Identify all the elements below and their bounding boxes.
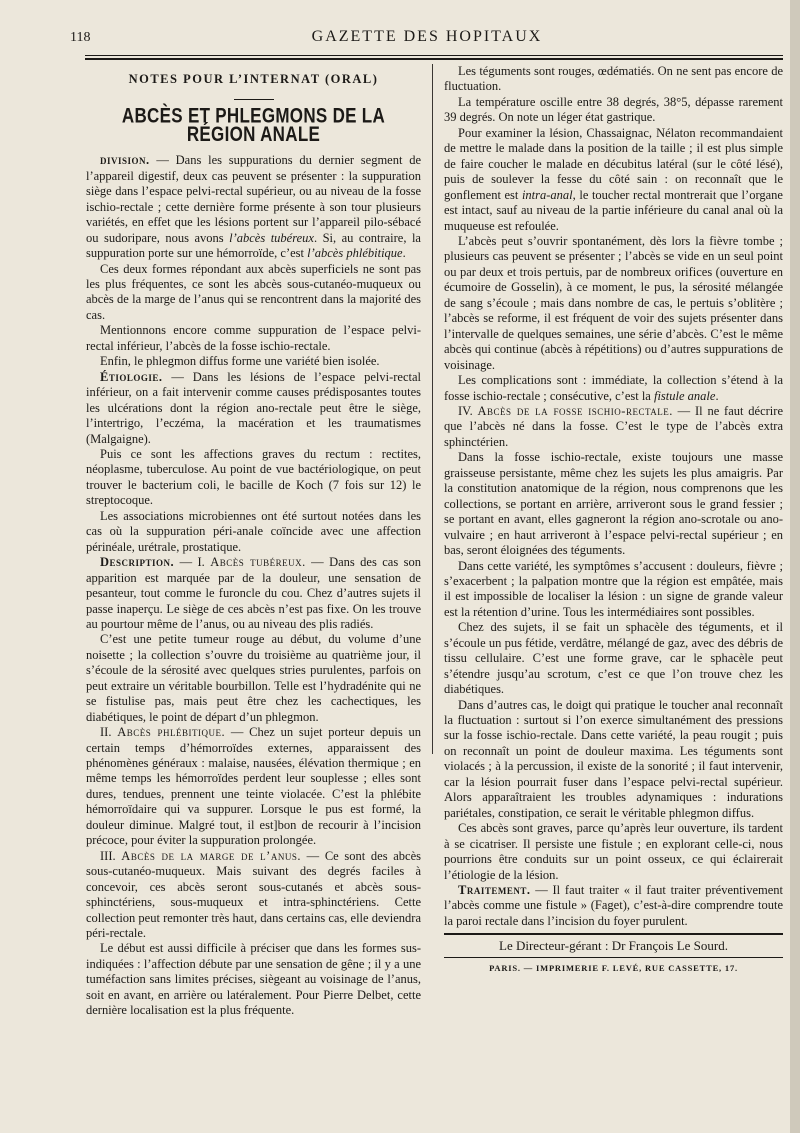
paragraph-ouvrir: L’abcès peut s’ouvrir spontanément, dès lors la fièvre tombe ; plusieurs cas peuvent se présenter ; l’abcès se vide en un seul point ou par deux et trois pertuis, par de nombreux orifices (ouverture en écumoire de Gosselin), à ce moment, le pus, la sérosité mélangée de sang s’écoule ; mais dans nombre de cas, le pertuis s’oblitère ; l’abcès se reforme, il est fréquent de voir des sujets présenter dans l’intervalle de quelques semaines, une série d’abcès. C’est le même abcès qui continue (abcès à répétitions) ou d’autres suppurations de voisinage.	[444, 233, 783, 372]
paragraph-sujets: Chez des sujets, il se fait un sphacèle des téguments, et il s’écoule un pus fétide, verdâtre, mélangé de gaz, avec des débris de tissu cellulaire. C’est une forme grave, car le sphacèle peut s’étendre jusqu’au scrotum, c’est ce que l’on trouve chez les diabétiques.	[444, 620, 783, 697]
paragraph-examiner: Pour examiner la lésion, Chassaignac, Nélaton recommandaient de mettre le malade dans la position de la taille ; il est plus simple de faire coucher le malade en décubitus latéral (sur le côté lésé), puis de soulever la fesse du côté sain : on reconnaît que le gonflement est intra-anal, le toucher rectal montrerait que l’organe est intact, sauf au niveau de la partie inférieure du canal anal où la muqueuse est refoulée.	[444, 125, 783, 233]
run-in-description: Description.	[100, 555, 175, 570]
title-rule	[234, 99, 274, 100]
paragraph-etiologie: Étiologie. — Dans les lésions de l’espace pelvi-rectal inférieur, on a fait intervenir comme causes prédisposantes toutes les ulcérations dont la région ano-rectale peut être le siège, l’intertrigo, l’eczéma, la macération et les traumatismes (Malgaigne).	[86, 369, 421, 446]
left-column	[86, 64, 421, 1019]
paragraph-tumeur: C’est une petite tumeur rouge au début, du volume d’une noisette ; la collection s’ouvre du troisième au quatrième jour, il s’écoule de la sérosité avec quelques stries purulentes, parfois on peut extraire un véritable bourbillon. Telle est l’hydradénite qui ne se fistulise pas, mais peut être chez les cachectiques, les diabétiques, le point de départ d’un phlegmon.	[86, 632, 421, 724]
page-number: 118	[70, 30, 91, 45]
paragraph-division: division. — Dans les suppurations du dernier segment de l’appareil digestif, deux cas peuvent se présenter : la suppuration siège dans l’espace pelvi-rectal supérieur, ou au niveau de la fosse ischio-rectale ; cette dernière forme présente à son tour plusieurs variétés, en effet que les lésions portent sur l’appareil pilo-sébacé ou sudoripare, nous avons l’abcès tubéreux. Si, au contraire, la suppuration porte sur une hémorroïde, c’est l’abcès phlébitique.	[86, 153, 421, 261]
paragraph-doigt: Dans d’autres cas, le doigt qui pratique le toucher anal reconnaît la fluctuation : surtout si l’on exerce simultanément des pressions sur la fosse ischio-rectale. Dans cette variété, la peau rougit ; puis on reconnaît un point de douleur maxima. Les téguments sont violacés ; à la percussion, il existe de la sonorité ; il faut intervenir, car la lésion pourrait fuser dans l’espace pelvi-rectal supérieur. Alors apparaîtraient les troubles adynamiques : indurations pariétales, constipation, ce serait le véritable phlegmon diffus.	[444, 697, 783, 820]
paragraph-graves: Ces abcès sont graves, parce qu’après leur ouverture, ils tardent à se cicatriser. Il persiste une fistule ; en explorant celle-ci, nous pourrions être conduits sur un point osseux, ce qui éclairerait l’étiologie de la lésion.	[444, 821, 783, 882]
paragraph-ischio: IV. Abcès de la fosse ischio-rectale. — Il ne faut décrire que l’abcès né dans la fosse. C’est le type de l’abcès extra sphinctérien.	[444, 403, 783, 449]
paragraph-phlebitique: II. Abcès phlébitique. — Chez un sujet porteur depuis un certain temps d’hémorroïdes externes, apparaissent des phénomènes généraux : malaise, nausées, élévation thermique ; en même temps les hémorroïdes perdent leur souplesse ; elles sont dures, tendues, prennent une teinte violacée. C’est la phlébite hémorroïdaire qui va suppurer. Lorsque le pus est formé, la douleur diminue. Malgré tout, il est]bon de recourir à l’incision précoce, pour éviter la suppuration prolongée.	[86, 725, 421, 848]
paragraph-affections: Puis ce sont les affections graves du rectum : rectites, néoplasme, tuberculose. Au point de vue bactériologique, on peut trouver le bacterium coli, le bacille de Koch (7 fois sur 12) le streptocoque.	[86, 446, 421, 508]
journal-title: GAZETTE DES HOPITAUX	[311, 28, 543, 45]
header-rule-thin	[85, 55, 783, 56]
paragraph-enfin: Enfin, le phlegmon diffus forme une variété bien isolée.	[100, 354, 380, 369]
subhead-abces-marge: Abcès de la marge de l’anus.	[121, 848, 301, 863]
paragraph-teguments: Les téguments sont rouges, œdématiés. On ne sent pas encore de fluctuation.	[444, 64, 783, 94]
column-divider	[432, 64, 433, 754]
paragraph-variete: Dans cette variété, les symptômes s’accusent : douleurs, fièvre ; s’exacerbent ; la palpation montre que la région est empâtée, mais il est impossible de localiser la lésion : un signe de grande valeur est la rétention d’urine. Tous les intermédiaires sont possibles.	[444, 558, 783, 619]
footer-block	[444, 933, 783, 976]
paragraph-complications: Les complications sont : immédiate, la collection s’étend à la fosse ischio-rectale ; consécutive, c’est la fistule anale.	[444, 373, 783, 403]
paragraph-associations: Les associations microbiennes ont été surtout notées dans les cas où la suppuration péri-anale coïncide avec une affection périnéale, urétrale, prostatique.	[86, 508, 421, 554]
paragraph-temperature: La température oscille entre 38 degrés, 38°5, dépasse rarement 39 degrés. On note un léger état gastrique.	[444, 94, 783, 125]
paragraph-mentionnons: Mentionnons encore comme suppuration de l’espace pelvi-rectal inférieur, l’abcès de la fosse ischio-rectale.	[86, 323, 421, 353]
run-in-etiologie: Étiologie.	[100, 369, 163, 384]
footer-rule-bottom	[444, 957, 783, 958]
article-title: ABCÈS ET PHLEGMONS DE LA RÉGION ANALE	[121, 104, 386, 148]
page-edge	[790, 0, 800, 1133]
run-in-traitement: Traitement.	[458, 883, 531, 898]
paragraph-fosse: Dans la fosse ischio-rectale, existe toujours une masse graisseuse persistante, même chez les sujets les plus amaigris. Par la constitution anatomique de la région, nous comprenons que les collections, se portant en arrière, arriveront sous le grand fessier ; se portant en avant, elles gagneront la région ano-scrotale ou ano-vulvaire ; en haut arriveront à l’espace pelvi-rectal supérieur ; en bas, seront éloignées des téguments.	[444, 450, 783, 558]
subhead-abces-tubereux: Abcès tubéreux.	[210, 555, 306, 570]
paragraph-traitement: Traitement. — Il faut traiter « il faut traiter préventivement l’abcès comme une fistule » (Faget), c’est-à-dire comprendre toute la paroi rectale dans l’incision du foyer purulent.	[444, 883, 783, 928]
director-line: Le Directeur-gérant : Dr François Le Sourd.	[499, 938, 728, 954]
running-head	[70, 28, 784, 48]
paragraph-description: Description. — I. Abcès tubéreux. — Dans des cas son apparition est marquée par de la douleur, une sensation de pesanteur, tout comme le furoncle du cou. Chez d’autres sujets il passe inaperçu. Le siège de ces abcès n’est pas fixe. On les trouve au pourtour même de l’anus, ou au niveau des plis radiés.	[86, 555, 421, 631]
right-column	[444, 64, 783, 976]
section-label: NOTES POUR L’INTERNAT (ORAL)	[128, 72, 379, 86]
header-rule-thick	[85, 58, 783, 60]
printer-line: PARIS. — IMPRIMERIE F. LEVÉ, RUE CASSETTE, 17.	[489, 962, 738, 973]
run-in-division: division.	[100, 153, 150, 168]
subhead-abces-ischio: Abcès de la fosse ischio-rectale.	[477, 403, 673, 418]
subhead-abces-phlebitique: Abcès phlébitique.	[117, 725, 226, 740]
paragraph-marge: III. Abcès de la marge de l’anus. — Ce sont des abcès sous-cutanéo-muqueux. Mais suivant des degrés faciles à concevoir, ces abcès seront sous-cutanés et abcès sous-sphinctériens, sous-muqueux et intra-sphinctériens. Cette collection peut remonter très haut, dans certains cas, elle deviendra péri-rectale.	[86, 848, 421, 941]
paragraph-superficiels: Ces deux formes répondant aux abcès superficiels ne sont pas les plus fréquentes, ce sont les abcès sous-cutanéo-muqueux ou abcès de la marge de l’anus qui se rencontrent dans la majorité des cas.	[86, 261, 421, 322]
paragraph-debut: Le début est aussi difficile à préciser que dans les formes sus-indiquées : l’affection débute par une sensation de gêne ; il y a une tuméfaction sans limites précises, siègeant au voisinage de l’anus, soit en avant, en arrière ou latéralement. Pour Pierre Delbet, cette dernière localisation est la plus fréquente.	[86, 941, 421, 1018]
footer-rule-top	[444, 933, 783, 935]
